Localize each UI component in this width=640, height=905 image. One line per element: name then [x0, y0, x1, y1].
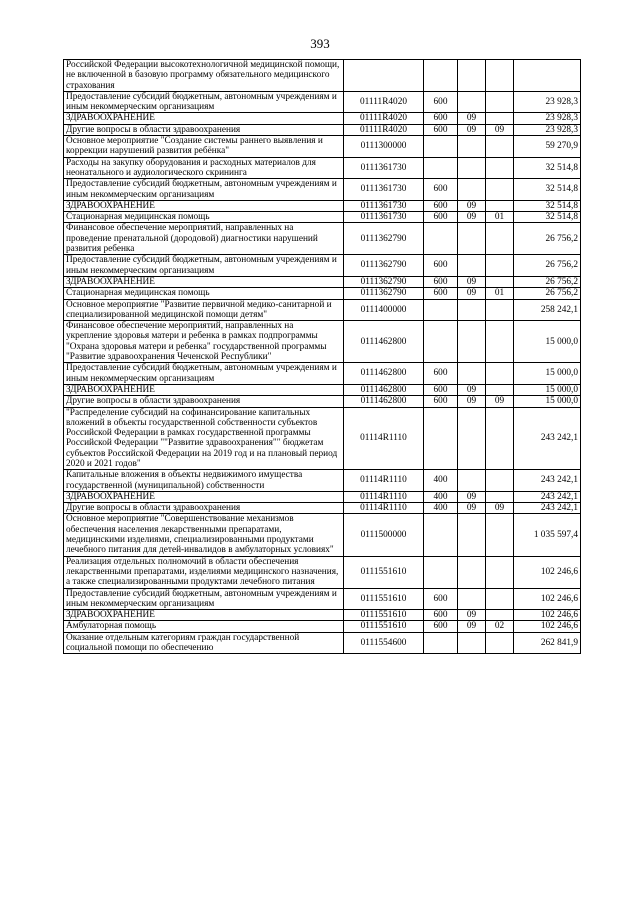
- row-target-code: 0111362790: [344, 255, 424, 277]
- row-name: Финансовое обеспечение мероприятий, направленных на проведение пренатальной (дородовой) диагностики нарушений развития ребенка: [64, 223, 344, 255]
- row-name: Основное мероприятие "Совершенствование механизмов обеспечения населения лекарственными препаратами, медицинскими изделиями, специализированными продуктами лечебного питания для детей-инвалидов в амбулаторных условиях": [64, 514, 344, 556]
- row-section: [458, 588, 486, 610]
- row-section: [458, 223, 486, 255]
- row-name: "Распределение субсидий на софинансирование капитальных вложений в объекты государственной собственности субъектов Российской Федерации в рамках государственной программы Российской Федерации ""Развитие здравоохранения"" бюджетам субъектов Российской Федерации на 2019 год и на плановый период 2020 и 2021 годов": [64, 407, 344, 470]
- row-subsection: [486, 588, 514, 610]
- row-target-code: 0111554600: [344, 632, 424, 654]
- row-expense-type: 400: [424, 503, 458, 514]
- row-expense-type: 600: [424, 396, 458, 407]
- row-target-code: 0111300000: [344, 136, 424, 158]
- table-row: [64, 556, 581, 588]
- row-amount: 59 270,9: [514, 136, 581, 158]
- row-target-code: 0111551610: [344, 588, 424, 610]
- row-section: 09: [458, 491, 486, 502]
- row-subsection: 09: [486, 396, 514, 407]
- table-row: [64, 514, 581, 556]
- row-section: [458, 470, 486, 492]
- row-subsection: [486, 514, 514, 556]
- row-name: Предоставление субсидий бюджетным, автономным учреждениям и иным некоммерческим организациям: [64, 588, 344, 610]
- row-target-code: 0111362790: [344, 223, 424, 255]
- row-subsection: 01: [486, 212, 514, 223]
- row-expense-type: 600: [424, 588, 458, 610]
- table-row: [64, 299, 581, 321]
- row-amount: 32 514,8: [514, 212, 581, 223]
- row-section: [458, 299, 486, 321]
- row-subsection: 09: [486, 124, 514, 135]
- row-section: 09: [458, 200, 486, 211]
- row-expense-type: 600: [424, 124, 458, 135]
- row-amount: 15 000,0: [514, 321, 581, 363]
- table-row: [64, 491, 581, 502]
- table-row: [64, 136, 581, 158]
- row-amount: 23 928,3: [514, 124, 581, 135]
- row-name: ЗДРАВООХРАНЕНИЕ: [64, 113, 344, 124]
- table-row: [64, 621, 581, 632]
- row-subsection: [486, 610, 514, 621]
- row-target-code: 0111361730: [344, 157, 424, 179]
- table-row: [64, 610, 581, 621]
- row-section: 09: [458, 396, 486, 407]
- row-expense-type: 600: [424, 113, 458, 124]
- row-expense-type: 600: [424, 384, 458, 395]
- row-subsection: [486, 384, 514, 395]
- row-target-code: 01114R1110: [344, 491, 424, 502]
- row-target-code: 01111R4020: [344, 91, 424, 113]
- table-row: [64, 124, 581, 135]
- row-name: Реализация отдельных полномочий в области обеспечения лекарственными препаратами, изделиями медицинского назначения, а также специализированными продуктами лечебного питания: [64, 556, 344, 588]
- row-target-code: 0111462800: [344, 396, 424, 407]
- row-amount: 32 514,8: [514, 157, 581, 179]
- row-expense-type: 600: [424, 212, 458, 223]
- row-section: 09: [458, 124, 486, 135]
- row-name: Оказание отдельным категориям граждан государственной социальной помощи по обеспечению: [64, 632, 344, 654]
- row-amount: 23 928,3: [514, 113, 581, 124]
- row-section: 09: [458, 113, 486, 124]
- row-expense-type: 600: [424, 363, 458, 385]
- row-section: [458, 157, 486, 179]
- row-section: 09: [458, 276, 486, 287]
- row-subsection: [486, 200, 514, 211]
- row-section: [458, 363, 486, 385]
- row-subsection: [486, 255, 514, 277]
- row-name: Амбулаторная помощь: [64, 621, 344, 632]
- row-name: Другие вопросы в области здравоохранения: [64, 124, 344, 135]
- row-section: 09: [458, 212, 486, 223]
- table-row: [64, 288, 581, 299]
- row-subsection: [486, 363, 514, 385]
- row-expense-type: [424, 321, 458, 363]
- row-name: Предоставление субсидий бюджетным, автономным учреждениям и иным некоммерческим организациям: [64, 91, 344, 113]
- budget-table: [63, 59, 581, 654]
- row-amount: 15 000,0: [514, 396, 581, 407]
- row-subsection: [486, 136, 514, 158]
- table-row: [64, 588, 581, 610]
- row-name: Основное мероприятие "Создание системы раннего выявления и коррекции нарушений развития ребёнка": [64, 136, 344, 158]
- table-row: [64, 470, 581, 492]
- table-row: [64, 200, 581, 211]
- row-name: Другие вопросы в области здравоохранения: [64, 503, 344, 514]
- row-target-code: 0111462800: [344, 384, 424, 395]
- table-row: [64, 384, 581, 395]
- row-expense-type: [424, 60, 458, 92]
- row-amount: 15 000,0: [514, 363, 581, 385]
- row-section: [458, 60, 486, 92]
- row-section: [458, 514, 486, 556]
- row-name: Основное мероприятие "Развитие первичной медико-санитарной и специализированной медицинской помощи детям": [64, 299, 344, 321]
- row-name: Капитальные вложения в объекты недвижимого имущества государственной (муниципальной) собственности: [64, 470, 344, 492]
- row-section: [458, 255, 486, 277]
- row-expense-type: 600: [424, 91, 458, 113]
- row-expense-type: [424, 299, 458, 321]
- row-name: Стационарная медицинская помощь: [64, 288, 344, 299]
- row-name: Расходы на закупку оборудования и расходных материалов для неонатального и аудиологического скрининга: [64, 157, 344, 179]
- row-subsection: [486, 223, 514, 255]
- row-expense-type: 600: [424, 610, 458, 621]
- row-name: ЗДРАВООХРАНЕНИЕ: [64, 200, 344, 211]
- table-row: [64, 407, 581, 470]
- row-expense-type: [424, 632, 458, 654]
- table-row: [64, 157, 581, 179]
- row-subsection: [486, 407, 514, 470]
- row-subsection: [486, 470, 514, 492]
- row-amount: 26 756,2: [514, 288, 581, 299]
- row-amount: 32 514,8: [514, 179, 581, 201]
- row-amount: 102 246,6: [514, 610, 581, 621]
- row-amount: 15 000,0: [514, 384, 581, 395]
- row-subsection: [486, 60, 514, 92]
- row-target-code: 0111361730: [344, 200, 424, 211]
- row-section: 09: [458, 621, 486, 632]
- row-target-code: 0111551610: [344, 621, 424, 632]
- row-name: Другие вопросы в области здравоохранения: [64, 396, 344, 407]
- table-row: [64, 91, 581, 113]
- row-target-code: 0111551610: [344, 556, 424, 588]
- row-expense-type: 600: [424, 621, 458, 632]
- row-target-code: 01111R4020: [344, 124, 424, 135]
- row-amount: 262 841,9: [514, 632, 581, 654]
- budget-table-body: [64, 60, 581, 654]
- row-name: Российской Федерации высокотехнологичной медицинской помощи, не включенной в базовую программу обязательного медицинского страхования: [64, 60, 344, 92]
- row-expense-type: [424, 157, 458, 179]
- table-row: [64, 60, 581, 92]
- row-expense-type: 600: [424, 200, 458, 211]
- table-row: [64, 503, 581, 514]
- row-amount: 26 756,2: [514, 223, 581, 255]
- row-expense-type: [424, 223, 458, 255]
- row-expense-type: 400: [424, 470, 458, 492]
- row-subsection: [486, 276, 514, 287]
- row-section: 09: [458, 384, 486, 395]
- row-amount: 102 246,6: [514, 556, 581, 588]
- row-target-code: 01114R1110: [344, 407, 424, 470]
- table-row: [64, 321, 581, 363]
- table-row: [64, 113, 581, 124]
- page-number: 393: [310, 36, 330, 51]
- row-section: 09: [458, 610, 486, 621]
- row-amount: [514, 60, 581, 92]
- row-amount: 32 514,8: [514, 200, 581, 211]
- row-amount: 243 242,1: [514, 407, 581, 470]
- row-name: ЗДРАВООХРАНЕНИЕ: [64, 384, 344, 395]
- row-amount: 1 035 597,4: [514, 514, 581, 556]
- row-amount: 26 756,2: [514, 276, 581, 287]
- row-amount: 26 756,2: [514, 255, 581, 277]
- row-name: ЗДРАВООХРАНЕНИЕ: [64, 610, 344, 621]
- table-row: [64, 276, 581, 287]
- row-amount: 243 242,1: [514, 503, 581, 514]
- row-amount: 23 928,3: [514, 91, 581, 113]
- table-row: [64, 179, 581, 201]
- row-target-code: 0111362790: [344, 276, 424, 287]
- row-subsection: 02: [486, 621, 514, 632]
- row-expense-type: [424, 514, 458, 556]
- table-row: [64, 632, 581, 654]
- row-expense-type: [424, 136, 458, 158]
- row-subsection: 01: [486, 288, 514, 299]
- row-target-code: 01114R1110: [344, 503, 424, 514]
- row-subsection: [486, 632, 514, 654]
- row-target-code: 01111R4020: [344, 113, 424, 124]
- row-expense-type: 600: [424, 288, 458, 299]
- row-expense-type: 400: [424, 491, 458, 502]
- row-amount: 102 246,6: [514, 621, 581, 632]
- row-amount: 243 242,1: [514, 491, 581, 502]
- row-target-code: 0111551610: [344, 610, 424, 621]
- table-row: [64, 396, 581, 407]
- row-subsection: [486, 179, 514, 201]
- row-section: [458, 136, 486, 158]
- table-row: [64, 223, 581, 255]
- row-target-code: 0111462800: [344, 321, 424, 363]
- row-expense-type: 600: [424, 179, 458, 201]
- row-target-code: 0111362790: [344, 288, 424, 299]
- row-target-code: 0111462800: [344, 363, 424, 385]
- row-subsection: [486, 299, 514, 321]
- row-amount: 243 242,1: [514, 470, 581, 492]
- row-subsection: [486, 556, 514, 588]
- row-section: [458, 91, 486, 113]
- row-name: Финансовое обеспечение мероприятий, направленных на укрепление здоровья матери и ребенка в рамках подпрограммы "Охрана здоровья матери и ребенка" государственной программы "Развитие здравоохранения Чеченской Республики": [64, 321, 344, 363]
- row-target-code: [344, 60, 424, 92]
- row-name: Предоставление субсидий бюджетным, автономным учреждениям и иным некоммерческим организациям: [64, 363, 344, 385]
- row-target-code: 0111500000: [344, 514, 424, 556]
- row-name: Предоставление субсидий бюджетным, автономным учреждениям и иным некоммерческим организациям: [64, 255, 344, 277]
- row-expense-type: 600: [424, 255, 458, 277]
- row-subsection: 09: [486, 503, 514, 514]
- row-subsection: [486, 491, 514, 502]
- row-subsection: [486, 91, 514, 113]
- row-subsection: [486, 113, 514, 124]
- table-row: [64, 255, 581, 277]
- table-row: [64, 363, 581, 385]
- row-amount: 258 242,1: [514, 299, 581, 321]
- row-target-code: 0111361730: [344, 212, 424, 223]
- row-expense-type: 600: [424, 276, 458, 287]
- row-section: 09: [458, 288, 486, 299]
- row-target-code: 0111361730: [344, 179, 424, 201]
- row-section: [458, 321, 486, 363]
- row-subsection: [486, 157, 514, 179]
- row-section: [458, 556, 486, 588]
- row-name: Предоставление субсидий бюджетным, автономным учреждениям и иным некоммерческим организациям: [64, 179, 344, 201]
- row-target-code: 0111400000: [344, 299, 424, 321]
- row-target-code: 01114R1110: [344, 470, 424, 492]
- row-section: 09: [458, 503, 486, 514]
- row-name: Стационарная медицинская помощь: [64, 212, 344, 223]
- row-expense-type: [424, 556, 458, 588]
- row-section: [458, 407, 486, 470]
- row-subsection: [486, 321, 514, 363]
- table-row: [64, 212, 581, 223]
- row-name: ЗДРАВООХРАНЕНИЕ: [64, 491, 344, 502]
- row-expense-type: [424, 407, 458, 470]
- row-name: ЗДРАВООХРАНЕНИЕ: [64, 276, 344, 287]
- row-section: [458, 632, 486, 654]
- row-amount: 102 246,6: [514, 588, 581, 610]
- row-section: [458, 179, 486, 201]
